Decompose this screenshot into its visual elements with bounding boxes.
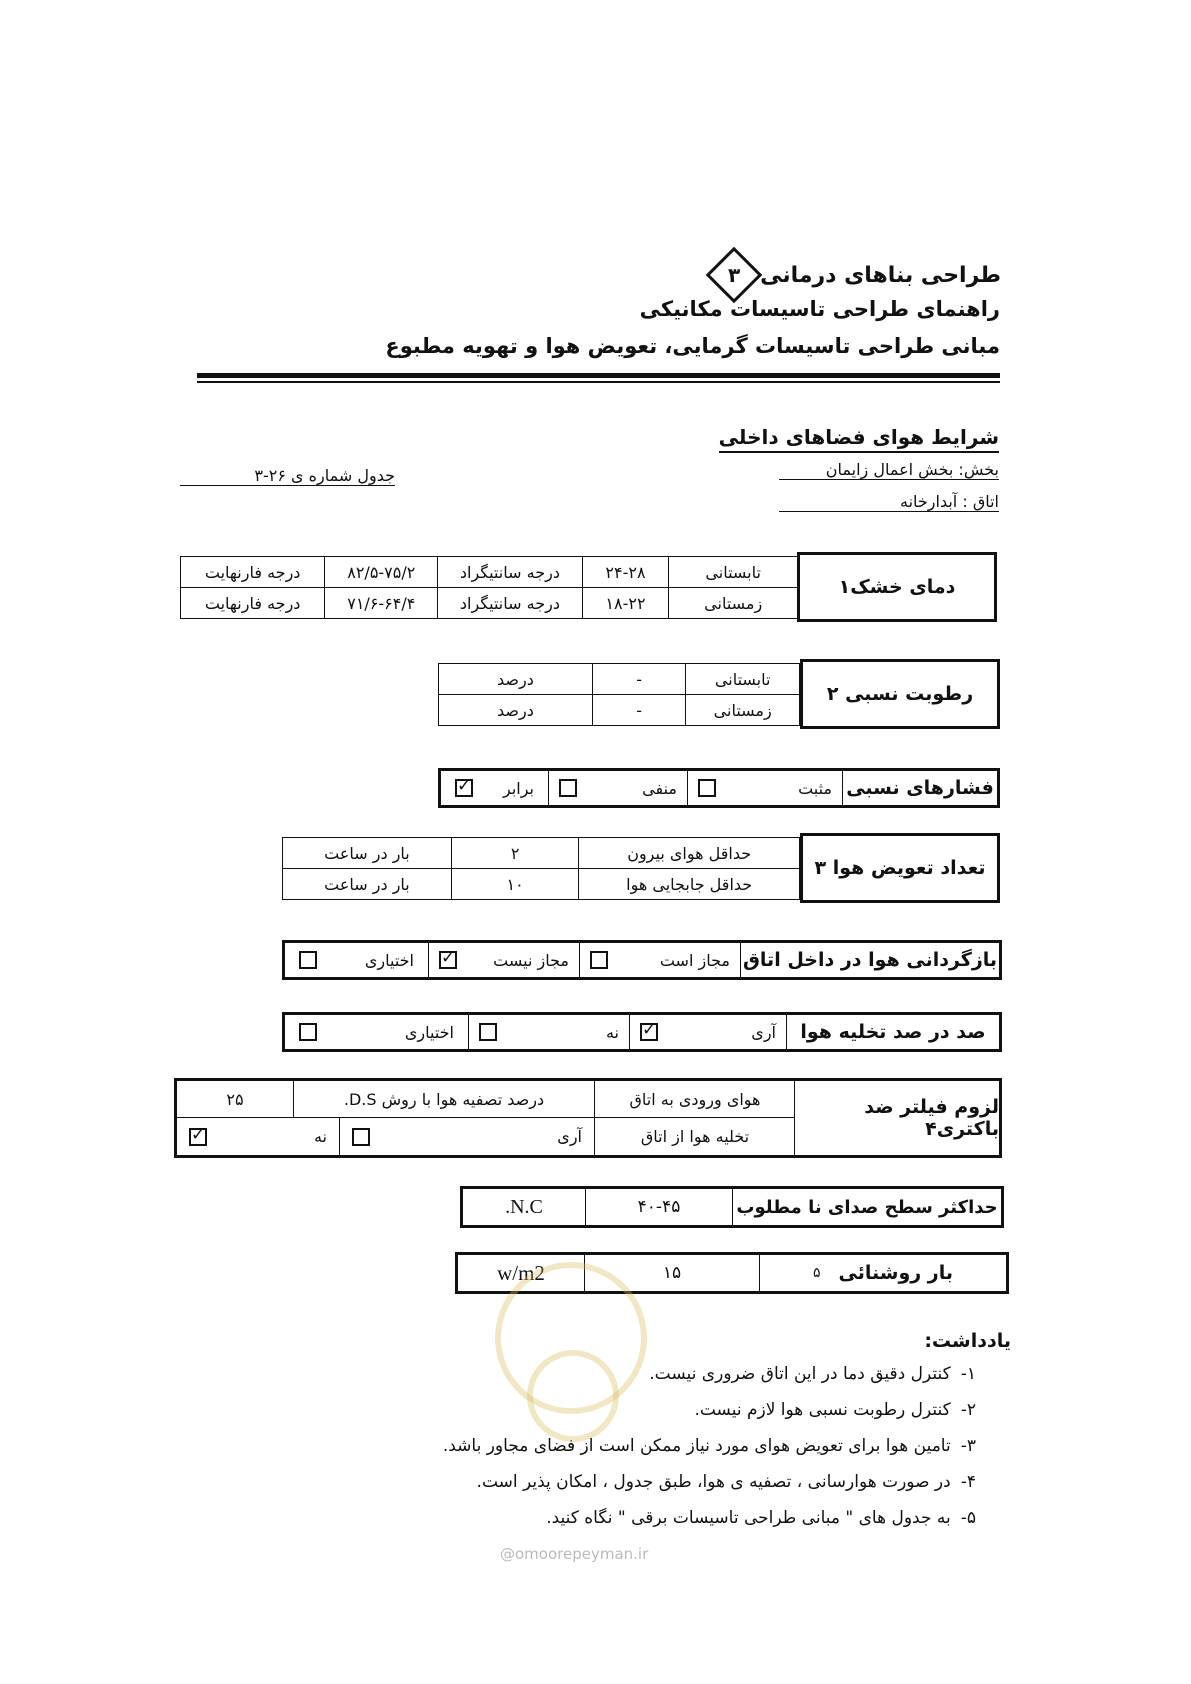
- lighting-value: ۱۵: [584, 1255, 759, 1291]
- humidity-label-box: [800, 659, 1000, 729]
- filter-supply-name: هوای ورودی به اتاق: [594, 1081, 795, 1117]
- filter-label: لزوم فیلتر ضد باکتری۴: [794, 1081, 999, 1155]
- humidity-summer-value: -: [592, 664, 686, 695]
- noise-value: ۴۰-۴۵: [585, 1189, 732, 1225]
- dry-temp-summer-season: تابستانی: [669, 557, 798, 588]
- section-title: شرایط هوای فضاهای داخلی: [719, 425, 999, 453]
- table-row: [439, 695, 800, 726]
- filter-supply-value: ۲۵: [226, 1089, 244, 1109]
- checkbox-icon[interactable]: [590, 951, 608, 969]
- pressure-option-equal-label: برابر: [502, 778, 534, 798]
- recirculation-option-allowed-label: مجاز است: [659, 950, 730, 970]
- pressure-option-equal[interactable]: [441, 771, 548, 805]
- air-changes-total-value: ۱۰: [451, 869, 578, 900]
- checkbox-icon[interactable]: [352, 1128, 370, 1146]
- list-item: [443, 1472, 976, 1508]
- table-row: [283, 869, 800, 900]
- recirculation-row: [282, 940, 1002, 980]
- note-number: ۳-: [960, 1436, 976, 1456]
- checkbox-checked-icon[interactable]: [189, 1128, 207, 1146]
- dry-temp-winter-c-range: ۱۸-۲۲: [582, 588, 669, 619]
- note-number: ۲-: [960, 1400, 976, 1420]
- dry-temp-winter-c-unit: درجه سانتیگراد: [438, 588, 582, 619]
- pressure-option-negative[interactable]: [548, 771, 687, 805]
- list-item: [443, 1436, 976, 1472]
- recirculation-option-optional-label: اختیاری: [364, 950, 414, 970]
- header-line1-text: طراحی بناهای درمانی: [760, 262, 1001, 288]
- air-changes-total-name: حداقل جابجایی هوا: [579, 869, 800, 900]
- list-item: [443, 1508, 976, 1544]
- humidity-summer-season: تابستانی: [686, 664, 800, 695]
- checkbox-icon[interactable]: [299, 1023, 317, 1041]
- filter-exhaust-no-label: نه: [313, 1127, 327, 1146]
- exhaust-option-no-label: نه: [605, 1022, 619, 1042]
- exhaust-label: صد در صد تخلیه هوا: [786, 1015, 999, 1049]
- dry-temp-table: [180, 556, 798, 619]
- filter-section: [174, 1078, 1002, 1158]
- recirculation-option-not-allowed-label: مجاز نیست: [493, 950, 569, 970]
- dry-temp-winter-season: زمستانی: [669, 588, 798, 619]
- checkbox-checked-icon[interactable]: [640, 1023, 658, 1041]
- table-number: جدول شماره ی ۲۶-۳: [180, 466, 395, 486]
- table-row: [181, 588, 798, 619]
- pressure-label: فشارهای نسبی: [842, 771, 997, 805]
- table-row: [439, 664, 800, 695]
- exhaust-option-optional-label: اختیاری: [404, 1022, 454, 1042]
- exhaust-row: [282, 1012, 1002, 1052]
- filter-exhaust-no[interactable]: [177, 1118, 339, 1155]
- dry-temp-winter-f-unit: درجه فارنهایت: [181, 588, 325, 619]
- lighting-note-ref: ۵: [812, 1265, 821, 1281]
- noise-unit: N.C.: [505, 1195, 543, 1218]
- list-item: [443, 1364, 976, 1400]
- recirculation-option-not-allowed[interactable]: [428, 943, 579, 977]
- notes-title: یادداشت:: [924, 1330, 1011, 1352]
- chapter-number: ۳: [727, 263, 741, 287]
- dry-temp-summer-c-unit: درجه سانتیگراد: [438, 557, 582, 588]
- note-text: به جدول های " مبانی طراحی تاسیسات برقی " نگاه کنید.: [546, 1508, 951, 1528]
- note-number: ۴-: [960, 1472, 976, 1492]
- exhaust-option-yes[interactable]: [629, 1015, 786, 1049]
- filter-row-exhaust: [177, 1118, 795, 1155]
- note-text: در صورت هوارسانی ، تصفیه ی هوا، طبق جدول ، امکان پذیر است.: [476, 1472, 951, 1492]
- air-changes-outdoor-unit: بار در ساعت: [283, 838, 452, 869]
- lighting-unit: w/m2: [497, 1260, 545, 1285]
- air-changes-label-box: [800, 833, 1000, 903]
- humidity-summer-unit: درصد: [439, 664, 593, 695]
- humidity-winter-unit: درصد: [439, 695, 593, 726]
- air-changes-outdoor-name: حداقل هوای بیرون: [579, 838, 800, 869]
- note-text: کنترل رطوبت نسبی هوا لازم نیست.: [694, 1400, 951, 1420]
- dry-temp-summer-f-range: ۸۲/۵-۷۵/۲: [325, 557, 438, 588]
- recirculation-label: بازگردانی هوا در داخل اتاق: [740, 943, 999, 977]
- exhaust-option-optional[interactable]: [285, 1015, 468, 1049]
- air-changes-label: تعداد تعویض هوا ۳: [814, 857, 986, 879]
- filter-exhaust-yes-label: آری: [557, 1127, 582, 1146]
- table-row: [283, 838, 800, 869]
- watermark-credit: @omoorepeyman.ir: [500, 1545, 649, 1563]
- filter-exhaust-name: تخلیه هوا از اتاق: [594, 1118, 795, 1155]
- pressure-option-positive-label: مثبت: [798, 778, 832, 798]
- note-text: کنترل دقیق دما در این اتاق ضروری نیست.: [649, 1364, 951, 1384]
- filter-supply-desc: درصد تصفیه هوا با روش D.S.: [293, 1081, 594, 1117]
- lighting-label-cell: [759, 1255, 1006, 1291]
- dry-temp-summer-c-range: ۲۴-۲۸: [582, 557, 669, 588]
- note-number: ۱-: [960, 1364, 976, 1384]
- notes-list: [443, 1364, 976, 1544]
- checkbox-icon[interactable]: [479, 1023, 497, 1041]
- header-line3: مبانی طراحی تاسیسات گرمایی، تعویض هوا و تهویه مطبوع: [385, 334, 1000, 358]
- air-changes-total-unit: بار در ساعت: [283, 869, 452, 900]
- air-changes-outdoor-value: ۲: [451, 838, 578, 869]
- checkbox-checked-icon[interactable]: [455, 779, 473, 797]
- dry-temp-label: دمای خشک۱: [838, 576, 956, 598]
- filter-exhaust-yes[interactable]: [339, 1118, 594, 1155]
- checkbox-icon[interactable]: [698, 779, 716, 797]
- note-number: ۵-: [960, 1508, 976, 1528]
- dry-temp-summer-f-unit: درجه فارنهایت: [181, 557, 325, 588]
- chapter-badge: [706, 247, 763, 304]
- humidity-table: [438, 663, 800, 726]
- filter-row-supply: [177, 1081, 795, 1118]
- checkbox-icon[interactable]: [559, 779, 577, 797]
- header-line1: [714, 255, 1001, 295]
- table-row: [181, 557, 798, 588]
- note-text: تامین هوا برای تعویض هوای مورد نیاز ممکن است از فضای مجاور باشد.: [442, 1436, 951, 1456]
- humidity-label: رطوبت نسبی ۲: [826, 683, 974, 705]
- recirculation-option-optional[interactable]: [285, 943, 428, 977]
- department: بخش: بخش اعمال زایمان: [779, 460, 999, 480]
- exhaust-option-yes-label: آری: [751, 1022, 776, 1042]
- list-item: [443, 1400, 976, 1436]
- header-rule-thick: [197, 373, 1000, 378]
- checkbox-checked-icon[interactable]: [439, 951, 457, 969]
- checkbox-icon[interactable]: [299, 951, 317, 969]
- room: اتاق : آبدارخانه: [779, 492, 999, 512]
- noise-row: [460, 1186, 1004, 1228]
- humidity-winter-value: -: [592, 695, 686, 726]
- pressure-option-positive[interactable]: [687, 771, 842, 805]
- exhaust-option-no[interactable]: [468, 1015, 629, 1049]
- noise-label: حداکثر سطح صدای نا مطلوب: [732, 1189, 1001, 1225]
- header-line2: راهنمای طراحی تاسیسات مکانیکی: [639, 297, 1000, 321]
- humidity-winter-season: زمستانی: [686, 695, 800, 726]
- dry-temp-winter-f-range: ۷۱/۶-۶۴/۴: [325, 588, 438, 619]
- air-changes-table: [282, 837, 800, 900]
- header-rule-thin: [197, 381, 1000, 383]
- lighting-label: بار روشنائی: [838, 1262, 954, 1284]
- pressure-option-negative-label: منفی: [642, 778, 677, 798]
- dry-temp-label-box: [797, 552, 997, 622]
- recirculation-option-allowed[interactable]: [579, 943, 740, 977]
- pressure-row: [438, 768, 1000, 808]
